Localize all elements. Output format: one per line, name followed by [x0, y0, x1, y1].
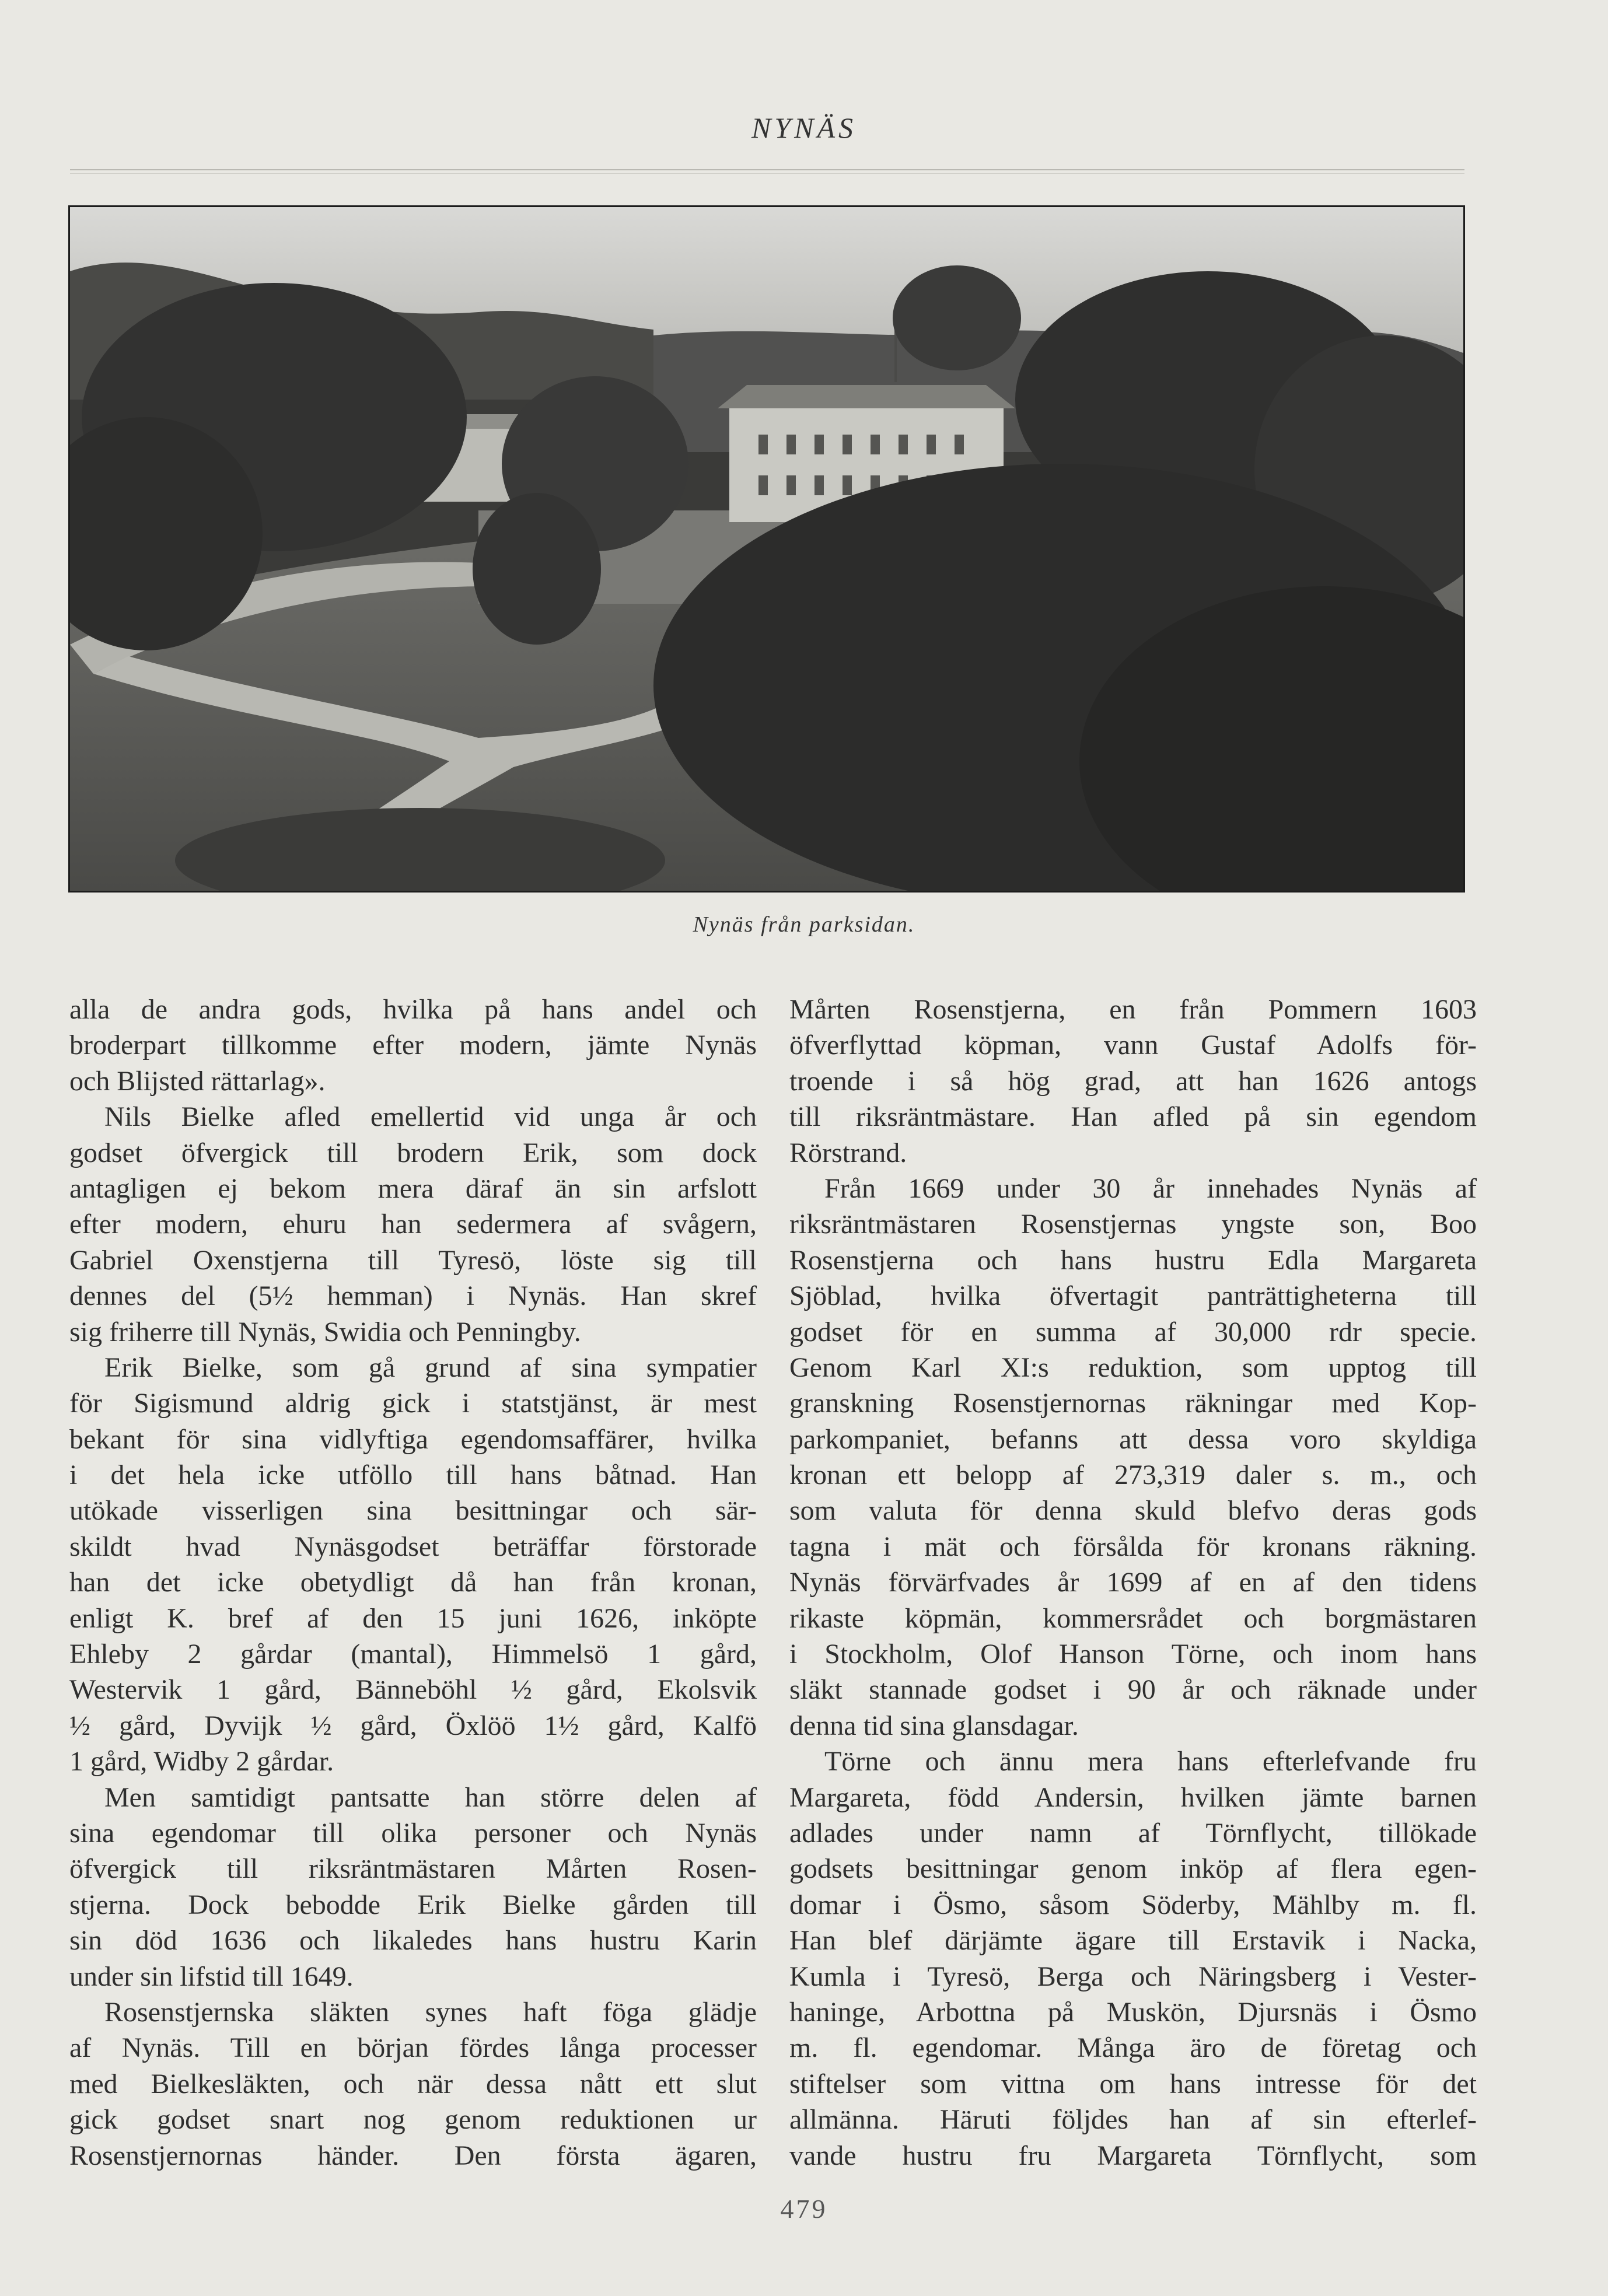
text-line: haninge, Arbottna på Muskön, Djursnäs i Ösmo [789, 1996, 1477, 2028]
right-text-column [789, 992, 1477, 2174]
text-line: alla de andra gods, hvilka på hans andel och [69, 994, 757, 1025]
text-line: under sin lifstid till 1649. [69, 1961, 354, 1992]
text-line: sig friherre till Nynäs, Swidia och Penningby. [69, 1316, 581, 1348]
text-line: Ehleby 2 gårdar (mantal), Himmelsö 1 gård, [69, 1639, 757, 1670]
text-line: Margareta, född Andersin, hvilken jämte barnen [789, 1782, 1477, 1813]
text-line: godset för en summa af 30,000 rdr specie. [789, 1316, 1477, 1348]
text-line: Men samtidigt pantsatte han större delen af [104, 1782, 757, 1813]
text-line: godset öfvergick till brodern Erik, som dock [69, 1137, 757, 1168]
text-line: han det icke obetydligt då han från kronan, [69, 1567, 757, 1598]
text-line: denna tid sina glansdagar. [789, 1710, 1079, 1741]
text-line: Gabriel Oxenstjerna till Tyresö, löste sig till [69, 1244, 757, 1276]
text-line: antagligen ej bekom mera däraf än sin arfslott [69, 1172, 757, 1204]
text-line: domar i Ösmo, såsom Söderby, Mählby m. fl. [789, 1889, 1477, 1920]
text-line: m. fl. egendomar. Många äro de företag och [789, 2032, 1477, 2064]
text-line: öfvergick till riksräntmästaren Mårten Rosen- [69, 1853, 757, 1885]
text-line: efter modern, ehuru han sedermera af svågern, [69, 1209, 757, 1240]
text-line: som valuta för denna skuld blefvo deras gods [789, 1495, 1477, 1527]
estate-photograph [68, 205, 1465, 892]
text-line: i Stockholm, Olof Hanson Törne, och inom hans [789, 1639, 1477, 1670]
text-line: parkompaniet, befanns att dessa voro skyldiga [789, 1423, 1477, 1455]
text-line: Han blef därjämte ägare till Erstavik i Nacka, [789, 1925, 1477, 1957]
text-line: enligt K. bref af den 15 juni 1626, inköpte [69, 1602, 757, 1634]
text-line: öfverflyttad köpman, vann Gustaf Adolfs för- [789, 1030, 1477, 1061]
text-line: sin död 1636 och likaledes hans hustru Karin [69, 1925, 757, 1957]
text-line: Från 1669 under 30 år innehades Nynäs af [824, 1172, 1477, 1204]
text-line: vande hustru fru Margareta Törnflycht, som [789, 2140, 1477, 2171]
left-text-column [69, 992, 757, 2174]
photo-caption: Nynäs från parksidan. [693, 912, 915, 937]
text-line: skildt hvad Nynäsgodset beträffar förstorade [69, 1531, 757, 1562]
text-line: gick godset snart nog genom reduktionen ur [69, 2104, 757, 2136]
text-line: Rosenstjerna och hans hustru Edla Margareta [789, 1244, 1477, 1276]
text-line: släkt stannade godset i 90 år och räknade under [789, 1674, 1477, 1706]
text-line: Nynäs förvärfvades år 1699 af en af den tidens [789, 1567, 1477, 1598]
text-line: Genom Karl XI:s reduktion, som upptog till [789, 1352, 1477, 1383]
text-line: i det hela icke utföllo till hans båtnad. Han [69, 1460, 757, 1491]
text-line: Rosenstjernornas händer. Den första ägaren, [69, 2140, 757, 2171]
text-line: sina egendomar till olika personer och Nynäs [69, 1817, 757, 1849]
text-line: tagna i mät och försålda för kronans räkning. [789, 1531, 1477, 1562]
text-line: Törne och ännu mera hans efterlefvande fru [824, 1746, 1477, 1777]
header-rule [70, 169, 1464, 174]
text-line: allmänna. Häruti följdes han af sin efterlef- [789, 2104, 1477, 2136]
text-line: Rörstrand. [789, 1137, 907, 1168]
text-line: kronan ett belopp af 273,319 daler s. m., och [789, 1460, 1477, 1491]
text-line: troende i så hög grad, att han 1626 antogs [789, 1065, 1477, 1097]
text-line: utökade visserligen sina besittningar och sär- [69, 1495, 757, 1527]
text-line: godsets besittningar genom inköp af flera egen- [789, 1853, 1477, 1885]
text-line: stjerna. Dock bebodde Erik Bielke gården till [69, 1889, 757, 1920]
text-line: stiftelser som vittna om hans intresse för det [789, 2068, 1477, 2099]
text-line: till riksräntmästare. Han afled på sin egendom [789, 1101, 1477, 1133]
text-line: Erik Bielke, som gå grund af sina sympatier [104, 1352, 757, 1383]
text-line: bekant för sina vidlyftiga egendomsaffärer, hvilka [69, 1423, 757, 1455]
text-line: för Sigismund aldrig gick i statstjänst, är mest [69, 1388, 757, 1419]
text-line: dennes del (5½ hemman) i Nynäs. Han skref [69, 1280, 757, 1312]
text-line: Kumla i Tyresö, Berga och Näringsberg i Vester- [789, 1961, 1477, 1992]
text-line: adlades under namn af Törnflycht, tillökade [789, 1817, 1477, 1849]
running-head: NYNÄS [751, 111, 857, 144]
text-line: ½ gård, Dyvijk ½ gård, Öxlöö 1½ gård, Kalfö [69, 1710, 757, 1741]
text-line: granskning Rosenstjernornas räkningar med Kop- [789, 1388, 1477, 1419]
text-line: Nils Bielke afled emellertid vid unga år och [104, 1101, 757, 1133]
photo-image [70, 207, 1463, 891]
text-line: Rosenstjernska släkten synes haft föga glädje [104, 1996, 757, 2028]
text-line: broderpart tillkomme efter modern, jämte Nynäs [69, 1030, 757, 1061]
page-number: 479 [780, 2194, 828, 2224]
text-line: Sjöblad, hvilka öfvertagit panträttigheterna till [789, 1280, 1477, 1312]
text-line: riksräntmästaren Rosenstjernas yngste son, Boo [789, 1209, 1477, 1240]
text-line: 1 gård, Widby 2 gårdar. [69, 1746, 334, 1777]
text-line: rikaste köpmän, kommersrådet och borgmästaren [789, 1602, 1477, 1634]
text-line: Westervik 1 gård, Bänneböhl ½ gård, Ekolsvik [69, 1674, 757, 1706]
text-line: med Bielkesläkten, och när dessa nått ett slut [69, 2068, 757, 2099]
text-line: och Blijsted rättarlag». [69, 1065, 326, 1097]
text-line: Mårten Rosenstjerna, en från Pommern 1603 [789, 994, 1477, 1025]
text-line: af Nynäs. Till en början fördes långa processer [69, 2032, 757, 2064]
